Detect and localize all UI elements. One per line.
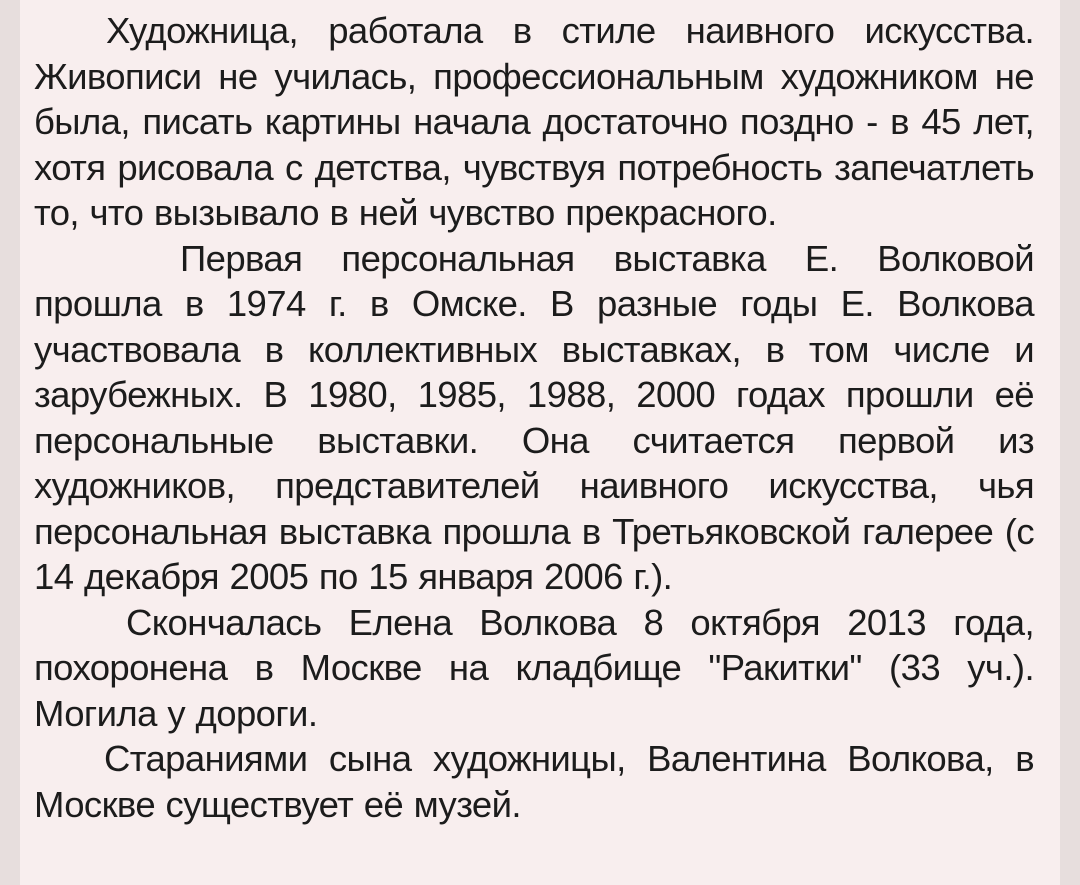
paragraph-biography: Художница, работала в стиле наивного искусства. Живописи не училась, профессиональным художником не была, писать картины начала достаточно поздно - в 45 лет, хотя рисовала с детства, чувствуя потребность запечатлеть то, что вызывало в ней чувство прекрасного. xyxy=(34,10,1034,233)
paragraph-death: Скончалась Елена Волкова 8 октября 2013 года, похоронена в Москве на кладбище "Ракитки" (33 уч.). Могила у дороги. xyxy=(34,601,1034,734)
paragraph-exhibitions: Первая персональная выставка Е. Волковой прошла в 1974 г. в Омске. В разные годы Е. Волкова участвовала в коллективных выставках, в том числе и зарубежных. В 1980, 1985, 1988, 2000 годах прошли её персональные выставки. Она считается первой из художников, представителей наивного искусства, чья персональная выставка прошла в Третьяковской галерее (с 14 декабря 2005 по 15 января 2006 г.). xyxy=(34,237,1034,597)
document-page xyxy=(20,0,1060,885)
paragraph-museum: Стараниями сына художницы, Валентина Волкова, в Москве существует её музей. xyxy=(34,738,1034,825)
